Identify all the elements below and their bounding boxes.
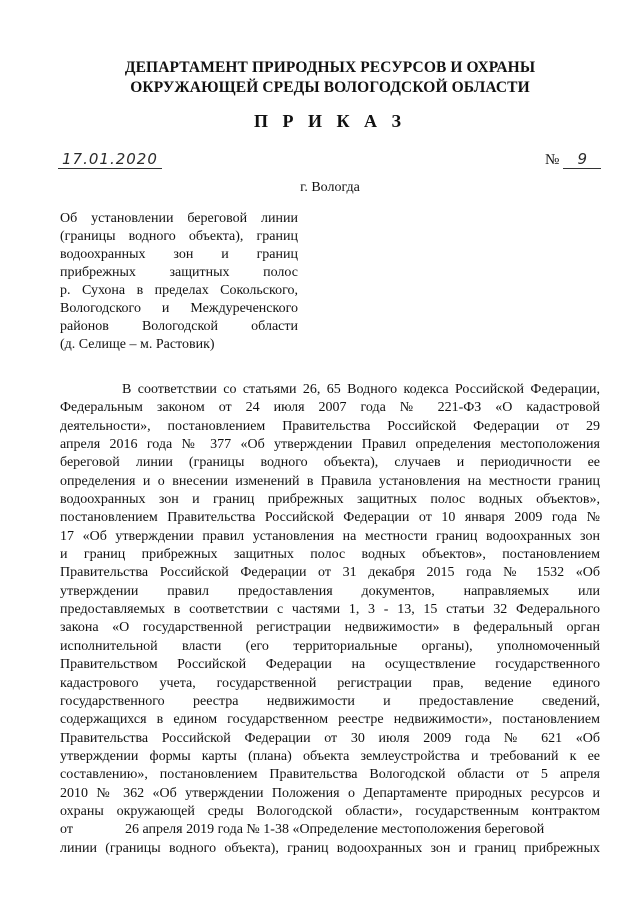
body-line: Правительства Российской Федерации от 30 июля 2009 года № 621 «Об xyxy=(60,730,600,746)
body-line-fragment: 26 апреля 2019 года № 1-38 «Определение местоположения береговой xyxy=(124,822,545,838)
body-line: определения и о внесении изменений в Правила установления на местности границ xyxy=(60,473,600,489)
body-line: государственного реестра недвижимости и предоставление сведений, xyxy=(60,693,600,709)
body-line: утверждении формы карты (плана) объекта землеустройства и требований к ее xyxy=(60,748,600,764)
body-line: В соответствии со статьями 26, 65 Водного кодекса Российской Федерации, xyxy=(122,382,600,397)
body-line: линии (границы водного объекта), границ водоохранных зон и границ прибрежных xyxy=(60,840,600,856)
body-line-fragment: от xyxy=(60,822,73,838)
body-line: предоставляемых в соответствии с частями 1, 3 - 13, 15 статьи 32 Федерального xyxy=(60,602,600,618)
body-line: 17 «Об утверждении правил установления на местности границ водоохранных зон xyxy=(60,528,600,544)
number-value: 9 xyxy=(563,150,601,169)
body-line: закона «О государственной регистрации недвижимости» в федеральный орган xyxy=(60,620,600,636)
subject-line: (д. Селище – м. Растовик) xyxy=(60,337,215,352)
subject-line: районов Вологодской области xyxy=(60,319,298,334)
body-line: береговой линии (границы водного объекта), случаев и периодичности ее xyxy=(60,455,600,471)
body-line: Правительства Российской Федерации от 31 декабря 2015 года № 1532 «Об xyxy=(60,565,600,581)
body-line: утверждении правил предоставления документов, направляемых или xyxy=(60,583,600,599)
department-title-line-1: ДЕПАРТАМЕНТ ПРИРОДНЫХ РЕСУРСОВ И ОХРАНЫ xyxy=(124,59,536,76)
city: г. Вологда xyxy=(300,180,360,195)
body-line: составлению», постановлением Правительства Вологодской области от 5 апреля xyxy=(60,767,600,783)
subject-line: (границы водного объекта), границ xyxy=(60,229,298,244)
body-line: и границ прибрежных защитных полос водных объектов», постановлением xyxy=(60,547,600,563)
body-line: кадастрового учета, государственной регистрации прав, ведение единого xyxy=(60,675,600,691)
body-line: постановлением Правительства Российской Федерации от 10 января 2009 года № xyxy=(60,510,600,526)
order-number xyxy=(545,150,601,169)
body-line: исполнительной власти (его территориальные органы), уполномоченный xyxy=(60,638,600,654)
body-line: 2010 № 362 «Об утверждении Положения о Департаменте природных ресурсов и xyxy=(60,785,600,801)
subject-line: водоохранных зон и границ xyxy=(60,247,298,262)
subject-line: Вологодского и Междуреченского xyxy=(60,301,298,316)
order-subject xyxy=(60,210,298,354)
department-title-line-2: ОКРУЖАЮЩЕЙ СРЕДЫ ВОЛОГОДСКОЙ ОБЛАСТИ xyxy=(130,79,530,96)
body-line: содержащихся в едином государственном реестре недвижимости», постановлением xyxy=(60,712,600,728)
number-label: № xyxy=(545,152,560,168)
subject-line: Об установлении береговой линии xyxy=(60,211,298,226)
body-line: Правительством Российской Федерации на осуществление государственного xyxy=(60,657,600,673)
body-line: Федеральным законом от 24 июля 2007 года № 221-ФЗ «О кадастровой xyxy=(60,400,600,416)
body-line: деятельности», постановлением Правительства Российской Федерации от 29 xyxy=(60,418,600,434)
body-line: апреля 2016 года № 377 «Об утверждении Правил определения местоположения xyxy=(60,437,600,453)
department-title xyxy=(60,58,600,98)
body-line: охраны окружающей среды Вологодской области», государственным контрактом xyxy=(60,803,600,819)
document-type-title: П Р И К А З xyxy=(253,111,407,131)
order-date: 17.01.2020 xyxy=(58,150,162,169)
subject-line: р. Сухона в пределах Сокольского, xyxy=(60,283,298,298)
order-body xyxy=(60,381,600,858)
body-line: водоохранных зон и границ прибрежных защитных полос водных объектов», xyxy=(60,492,600,508)
body-line xyxy=(60,821,600,839)
subject-line: прибрежных защитных полос xyxy=(60,265,298,280)
